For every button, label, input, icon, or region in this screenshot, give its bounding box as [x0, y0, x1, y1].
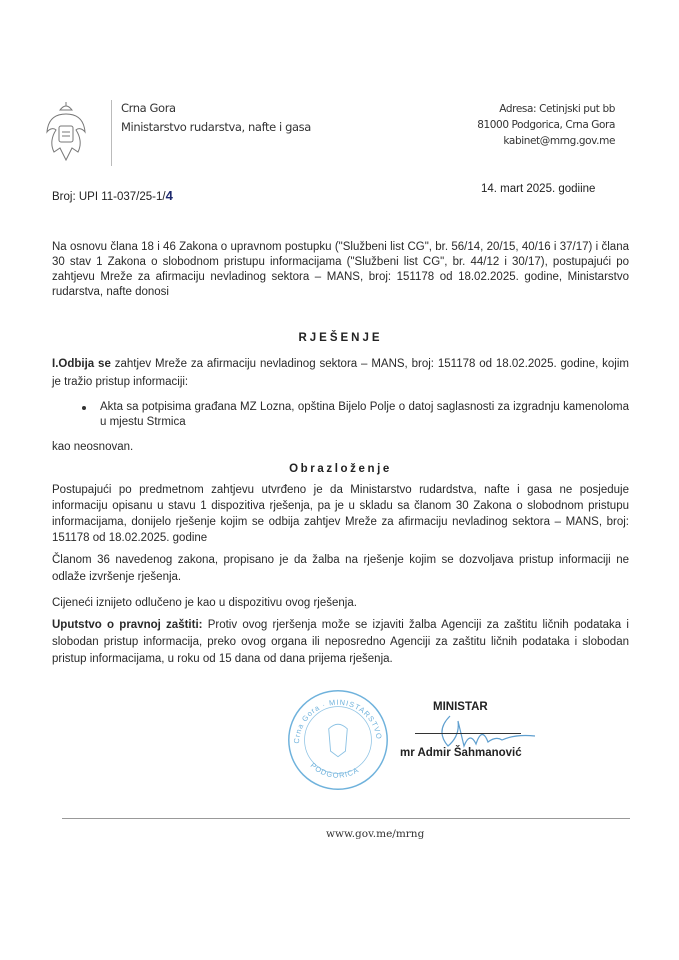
address-line1: Adresa: Cetinjski put bb: [499, 103, 615, 115]
minister-title: MINISTAR: [433, 701, 488, 713]
decision-end: kao neosnovan.: [52, 441, 134, 453]
document-date: 14. mart 2025. godiine: [481, 183, 596, 195]
ministry-name: Ministarstvo rudarstva, nafte i gasa: [121, 120, 311, 134]
footer-divider: [62, 818, 630, 819]
legal-bold: Uputstvo o pravnoj zaštiti:: [52, 619, 203, 631]
decision-bold: I.Odbija se: [52, 358, 111, 370]
intro-paragraph: Na osnovu člana 18 i 46 Zakona o upravnom postupku ("Službeni list CG", br. 56/14, 20/15, 40/16 i 37/17) i člana 30 stav 1 Zakona o slobodnom pristupu informacijama ("Službeni list CG", br. 44/12 i 30/17), postupajući po zahtjevu Mreže za afirmaciju nevladinog sektora – MANS, broj: 151178 od 18.02.2025. godine, Ministarstvo rudarstva, nafte donosi: [52, 241, 629, 298]
document-number-handwritten: 4: [165, 188, 173, 203]
reasoning-title: Obrazloženje: [289, 463, 392, 475]
decision-title: RJEŠENJE: [298, 332, 383, 344]
legal-instruction: [52, 617, 629, 668]
legal-text: Protiv ovog rjeršenja može se izjaviti žalba Agenciji za zaštitu ličnih podataka i slobodan pristup informacija, preko ovog organa ili neposredno Agenciji za zaštitu ličnih podataka i slobodan pristup informacijama, u roku od 15 dana od dana prijema rješenja.: [52, 619, 629, 665]
country-name: Crna Gora: [121, 101, 176, 115]
document-number: [52, 188, 173, 205]
footer-website[interactable]: www.gov.me/mrng: [326, 828, 425, 840]
address-line2: 81000 Podgorica, Crna Gora: [477, 119, 615, 131]
requested-info-item: Akta sa potpisima građana MZ Lozna, opština Bijelo Polje o datoj saglasnosti za izgradnju kamenoloma u mjestu Strmica: [100, 401, 629, 428]
minister-name: mr Admir Šahmanović: [400, 747, 522, 759]
stamp-text-bottom: PODGORICA: [308, 760, 361, 780]
decision-text: zahtjev Mreže za afirmaciju nevladinog sektora – MANS, broj: 151178 od 18.02.2025. godine, kojim je tražio pristup informaciji:: [52, 358, 629, 388]
reasoning-paragraph-2: Članom 36 navedenog zakona, propisano je da žalba na rješenje kojim se dozvoljava pristup informaciji ne odlaže izvršenje rješenja.: [52, 554, 629, 583]
header-divider: [111, 100, 112, 166]
svg-text:Crna Gora · MINISTARSTVO RUDAR: [286, 688, 384, 744]
svg-text:PODGORICA: [309, 761, 361, 780]
document-number-label: Broj: UPI 11-037/25-1/: [52, 191, 166, 203]
signature-line: [415, 733, 521, 734]
official-stamp: [286, 688, 390, 792]
bullet-icon: [82, 406, 86, 410]
reasoning-paragraph-3: Cijeneći iznijeto odlučeno je kao u dispozitivu ovog rješenja.: [52, 597, 357, 609]
decision-paragraph: [52, 355, 629, 391]
reasoning-paragraph-1: Postupajući po predmetnom zahtjevu utvrđeno je da Ministarstvo rudardstva, nafte i gasa ne posjeduje informaciju opisanu u stavu 1 dispozitiva rješenja, pa je u skladu sa članom 30 Zakona o slobodnom pristupu informacijama, donijelo rješenje kojim se odbija zahtjev Mreže za afirmaciju nevladinog sektora – MANS, broj: 151178 od 18.02.2025. godine: [52, 484, 629, 544]
document-body: [52, 240, 629, 668]
email: kabinet@mrng.gov.me: [503, 135, 615, 147]
requested-info-list: [52, 400, 629, 430]
stamp-text-top: Crna Gora · MINISTARSTVO: [291, 697, 384, 744]
coat-of-arms-logo: [44, 102, 88, 164]
